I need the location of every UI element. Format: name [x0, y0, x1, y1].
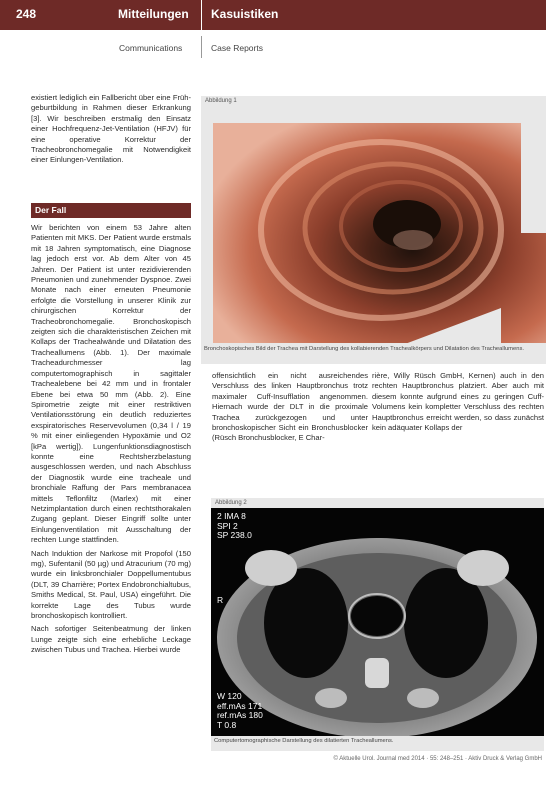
page-header-bar	[0, 0, 546, 30]
ct-overlay-side: R	[217, 595, 224, 605]
left-paragraph-3: Nach sofortiger Seitenbeatmung der linken Lunge zeigte sich eine erhebliche Leckage zwischen Tubus und Trachea. Hierbei wurde	[31, 624, 191, 655]
ct-overlay-top: 2 IMA 8 SPI 2 SP 238.0	[217, 511, 252, 540]
left-paragraph-2: Nach Induktion der Narkose mit Propofol (150 mg), Sufentanil (50 µg) und Atracurium (70 mg) wurde ein linksbronchialer Doppellumentubus (DLT, 39 Charrière; Portex Endobronchialtubus, Smiths Medical, St. Paul, USA) eingeführt. Die korrekte Lage des Tubus wurde bronchoskopisch kontrolliert.	[31, 548, 191, 621]
figure-1-label: Abbildung 1	[205, 98, 237, 104]
header-divider	[201, 0, 202, 30]
sub-divider	[201, 36, 202, 58]
right-column-paragraph: rière, Willy Rüsch GmbH, Kernen) auch in den rechten Hauptbronchus platziert. Aber auch mit diesem konnte aufgrund eines zu geringen Cuff-Volumens kein kompletter Verschluss des rechten Hauptbronchus erreicht werden, so dass zunächst kein adäquater Kollaps der	[372, 371, 544, 433]
sub-label-left: Communications	[119, 43, 183, 53]
footer-citation: © Aktuelle Urol. Journal med 2014 · 55: 248–251 · Aktiv Druck & Verlag GmbH	[333, 756, 542, 762]
left-paragraph-1: Wir berichten von einem 53 Jahre alten Patienten mit MKS. Der Patient wurde erstmals mit 18 Jahren symptomatisch, eine Diagnose lag jedoch erst vor. Ab dem Alter von 45 Jahren. Der Patient ist unter rezidivierenden Pneumonien und zunehmender Dyspnoe. Zwei Monate nach einer erneuten Pneumonie erfolgte die Vorstellung in unserer Klinik zur chirurgischen Korrektur der Tracheobronchomegalie. Bronchoskopisch zeigten sich die charakteristischen Zeichen mit Kollaps der Trachealwände und Dilatation des Tracheallumens (Abb. 1). Der maximale Tracheadurchmesser lag computertomographisch in sagittaler Trachealebene bei 42 mm und in frontaler Ebene bei etwa 50 mm (Abb. 2). Eine Spirometrie zeigte mit einer restriktiven Ventilationsstörung ein deutlich reduziertes exspiratorisches Reservevolumen (0,34 l / 19 % mit einer einliegenden Hypoxämie und O2 [kPa wertig]). Lungenfunktionsdiagnostisch konnte eine Rechtsherzbelastung ausgeschlossen werden, und nach Abschluss der Diagnostik wurde eine tracheale und bronchiale Raffung der Pars membranacea mittels Teflonfiltz (Marlex) mit einer Netzimplantation durch einen rechtsthorakalen Zugang geplant. Dieser Eingriff sollte unter Einlungenventilation mit Ausschaltung der rechten Lunge stattfinden.	[31, 223, 191, 545]
figure-2-caption: Computertomographische Darstellung des dilatierten Tracheallumens.	[214, 738, 394, 744]
mid-column-paragraph: offensichtlich ein nicht ausreichendes Verschluss des linken Hauptbronchus trotz maximaler Cuff-Insufflation angenommen. Hiernach wurde der DLT in die proximale Trachea zurückgezogen und unter bronchoskopischer Sicht ein Bronchusblocker (Rüsch Bronchusblocker, E Char-	[212, 371, 368, 443]
ct-overlay-bottom: W 120 eff.mAs 171 ref.mAs 180 T 0.8	[217, 691, 263, 730]
section-label-left: Mitteilungen	[118, 7, 189, 21]
intro-paragraph: existiert lediglich ein Fallbericht über eine Frühgeburtbildung in Rahmen dieser Erkrankung [3]. Wir beschreiben erstmalig den Einsatz einer Hochfrequenz-Jet-Ventilation (HFJV) für eine operative Korrektur der Tracheobronchomegalie mit Notwendigkeit einer Einlungen-Ventilation.	[31, 93, 191, 165]
bronchoscopy-image	[201, 108, 546, 343]
left-column-body	[31, 223, 191, 755]
page-number: 248	[16, 7, 37, 21]
figure-1-caption: Bronchoskopisches Bild der Trachea mit Darstellung des kollabierenden Trachealkörpers und Dilatation des Tracheallumens.	[204, 346, 524, 352]
section-label-right: Kasuistiken	[211, 7, 279, 21]
section-title: Der Fall	[35, 205, 67, 215]
figure-2-label: Abbildung 2	[215, 500, 247, 506]
figure-2	[211, 498, 544, 751]
sub-label-right: Case Reports	[211, 43, 263, 53]
section-heading	[31, 203, 191, 218]
figure-1	[201, 96, 546, 364]
